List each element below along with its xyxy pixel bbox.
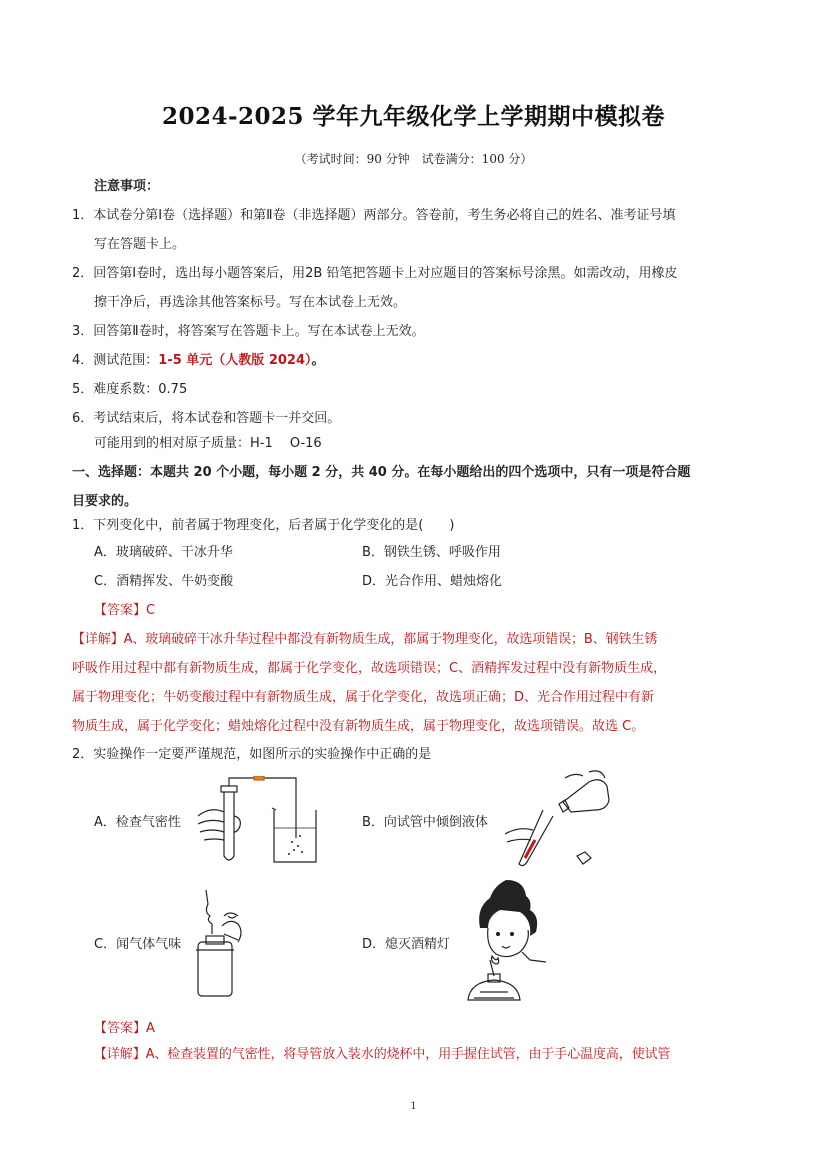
notice-num: 1． (72, 208, 94, 223)
q2-option-c: C．闻气体气味 (94, 937, 182, 952)
page-number: 1 (410, 1101, 417, 1112)
question-1-stem: 1．下列变化中，前者属于物理变化，后者属于化学变化的是( ) (72, 518, 455, 533)
q1-option-d: D．光合作用、蜡烛熔化 (362, 574, 503, 589)
notice-num: 4． (72, 353, 94, 368)
airtightness-check-figure (190, 776, 320, 868)
page-title: 2024-2025 学年九年级化学上学期期中模拟卷 (161, 103, 666, 130)
q2-option-d: D．熄灭酒精灯 (362, 937, 451, 952)
notice-item-5 (72, 375, 187, 404)
notice-num: 5． (72, 382, 94, 397)
section-heading-cont: 目要求的。 (72, 494, 138, 509)
notice-item-2 (72, 259, 677, 288)
extinguish-lamp-figure (460, 880, 556, 1008)
notice-item-3 (72, 317, 425, 346)
test-scope: 1-5 单元（人教版 2024） (158, 353, 312, 368)
q1-option-a: A．玻璃破碎、干冰升华 (94, 545, 233, 560)
question-2-stem: 2．实验操作一定要严谨规范，如图所示的实验操作中正确的是 (72, 747, 432, 762)
notice-text: 难度系数：0.75 (93, 382, 188, 397)
notice-item-4 (72, 346, 325, 375)
q1-detail-line: 【详解】A、玻璃破碎干冰升华过程中都没有新物质生成，都属于物理变化，故选项错误；B、钢铁生锈 (72, 632, 658, 647)
notice-item-1-cont: 写在答题卡上。 (94, 237, 186, 252)
notice-suffix: 。 (311, 353, 325, 368)
notice-text: 本试卷分第Ⅰ卷（选择题）和第Ⅱ卷（非选择题）两部分。答卷前，考生务必将自己的姓名、准考证号填 (93, 208, 676, 223)
q2-option-b: B．向试管中倾倒液体 (362, 815, 488, 830)
q1-detail-line: 物质生成，属于化学变化；蜡烛熔化过程中没有新物质生成，属于物理变化，故选项错误。故选 C。 (72, 719, 645, 734)
atomic-mass-note: 可能用到的相对原子质量：H-1 O-16 (94, 436, 322, 451)
notice-text: 回答第Ⅱ卷时，将答案写在答题卡上。写在本试卷上无效。 (93, 324, 425, 339)
notice-num: 2． (72, 266, 94, 281)
notice-num: 6． (72, 411, 94, 426)
notice-item-2-cont: 擦干净后，再选涂其他答案标号。写在本试卷上无效。 (94, 295, 407, 310)
section-heading: 一、选择题：本题共 20 个小题，每小题 2 分，共 40 分。在每小题给出的四个选项中，只有一项是符合题 (72, 465, 691, 480)
notice-text: 回答第Ⅰ卷时，选出每小题答案后，用2B 铅笔把答题卡上对应题目的答案标号涂黑。如需改动，用橡皮 (93, 266, 678, 281)
notice-num: 3． (72, 324, 94, 339)
notice-item-1 (72, 201, 676, 230)
q2-answer: 【答案】A (94, 1021, 155, 1036)
q1-detail-line: 呼吸作用过程中都有新物质生成，都属于化学变化，故选项错误；C、酒精挥发过程中没有新物质生成， (72, 661, 667, 676)
notice-text: 测试范围： (93, 353, 159, 368)
notice-text: 考试结束后，将本试卷和答题卡一并交回。 (93, 411, 341, 426)
pouring-liquid-figure (505, 770, 615, 870)
notice-heading: 注意事项： (94, 179, 160, 194)
q1-detail-line: 属于物理变化；牛奶变酸过程中有新物质生成，属于化学变化，故选项正确；D、光合作用过程中有新 (72, 690, 655, 705)
exam-info: （考试时间：90 分钟 试卷满分：100 分） (294, 152, 533, 166)
q1-option-c: C．酒精挥发、牛奶变酸 (94, 574, 234, 589)
smelling-gas-figure (194, 890, 254, 998)
q2-detail-line: 【详解】A、检查装置的气密性，将导管放入装水的烧杯中，用手握住试管，由于手心温度高，使试管 (94, 1047, 671, 1062)
q2-option-a: A．检查气密性 (94, 815, 181, 830)
q1-answer: 【答案】C (94, 603, 156, 618)
q1-option-b: B．钢铁生锈、呼吸作用 (362, 545, 501, 560)
